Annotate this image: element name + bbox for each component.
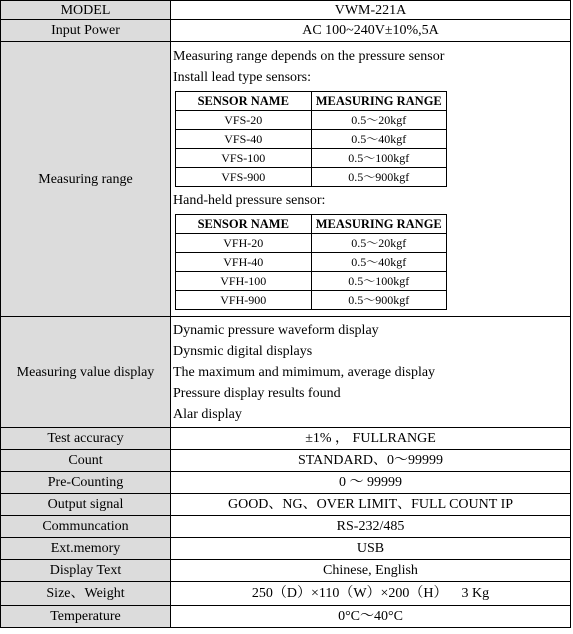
sensor-name-header: SENSOR NAME [176, 214, 312, 233]
output-signal-row [1, 494, 571, 516]
sensor-range: 0.5～100kgf [311, 271, 447, 290]
display-text-row [1, 560, 571, 582]
sensor-name: VFH-40 [176, 252, 312, 271]
sensor-range: 0.5～100kgf [311, 148, 447, 167]
measuring-range-header: MEASURING RANGE [311, 91, 447, 110]
table-row [176, 148, 447, 167]
measuring-range-row [1, 42, 571, 317]
display-line: Alar display [173, 406, 242, 422]
size-weight-row [1, 582, 571, 606]
communication-label: Communcation [1, 516, 171, 538]
sensor-range: 0.5～40kgf [311, 252, 447, 271]
sensor-name: VFS-40 [176, 129, 312, 148]
sensor-range: 0.5～20kgf [311, 233, 447, 252]
measuring-range-intro: Measuring range depends on the pressure sensor [173, 48, 445, 64]
model-value: VWM-221A [171, 1, 571, 20]
output-signal-value: GOOD、NG、OVER LIMIT、FULL COUNT IP [171, 494, 571, 516]
display-line: Dynamic pressure waveform display [173, 322, 379, 338]
test-accuracy-label: Test accuracy [1, 428, 171, 450]
size-weight-value: 250（D）×110（W）×200（H） 3 Kg [171, 582, 571, 606]
output-signal-label: Output signal [1, 494, 171, 516]
sensor-name-header: SENSOR NAME [176, 91, 312, 110]
sensor-range: 0.5～20kgf [311, 110, 447, 129]
hand-held-sensor-table [175, 214, 447, 310]
lead-sensor-table [175, 91, 447, 187]
sensor-name: VFH-900 [176, 290, 312, 309]
table-row [176, 252, 447, 271]
model-row [1, 1, 571, 20]
measuring-range-label: Measuring range [1, 42, 171, 317]
hand-held-sensors-title: Hand-held pressure sensor: [173, 192, 326, 208]
sensor-range: 0.5～900kgf [311, 167, 447, 186]
sensor-range: 0.5～900kgf [311, 290, 447, 309]
ext-memory-value: USB [171, 538, 571, 560]
measuring-range-cell [171, 42, 571, 317]
measuring-display-row [1, 317, 571, 428]
lead-sensors-title: Install lead type sensors: [173, 69, 312, 85]
table-row [176, 290, 447, 309]
pre-counting-label: Pre-Counting [1, 472, 171, 494]
input-power-value: AC 100~240V±10%,5A [171, 20, 571, 42]
test-accuracy-row [1, 428, 571, 450]
temperature-row [1, 606, 571, 628]
lead-sensor-header [176, 91, 447, 110]
measuring-range-header: MEASURING RANGE [311, 214, 447, 233]
pre-counting-row [1, 472, 571, 494]
ext-memory-row [1, 538, 571, 560]
pre-counting-value: 0 ～ 99999 [171, 472, 571, 494]
table-row [176, 271, 447, 290]
table-row [176, 110, 447, 129]
sensor-name: VFS-900 [176, 167, 312, 186]
temperature-label: Temperature [1, 606, 171, 628]
test-accuracy-value: ±1% ， FULLRANGE [171, 428, 571, 450]
measuring-display-label: Measuring value display [1, 317, 171, 428]
communication-value: RS-232/485 [171, 516, 571, 538]
sensor-name: VFH-100 [176, 271, 312, 290]
display-line: Dynsmic digital displays [173, 343, 313, 359]
communication-row [1, 516, 571, 538]
ext-memory-label: Ext.memory [1, 538, 171, 560]
sensor-name: VFS-100 [176, 148, 312, 167]
sensor-range: 0.5～40kgf [311, 129, 447, 148]
display-line: The maximum and mimimum, average display [173, 364, 436, 380]
table-row [176, 233, 447, 252]
input-power-row [1, 20, 571, 42]
hand-held-sensor-header [176, 214, 447, 233]
count-row [1, 450, 571, 472]
measuring-display-cell [171, 317, 571, 428]
display-text-label: Display Text [1, 560, 171, 582]
table-row [176, 167, 447, 186]
table-row [176, 129, 447, 148]
input-power-label: Input Power [1, 20, 171, 42]
count-value: STANDARD、0～99999 [171, 450, 571, 472]
display-line: Pressure display results found [173, 385, 341, 401]
display-text-value: Chinese, English [171, 560, 571, 582]
count-label: Count [1, 450, 171, 472]
size-weight-label: Size、Weight [1, 582, 171, 606]
sensor-name: VFH-20 [176, 233, 312, 252]
temperature-value: 0°C～40°C [171, 606, 571, 628]
sensor-name: VFS-20 [176, 110, 312, 129]
model-label: MODEL [1, 1, 171, 20]
